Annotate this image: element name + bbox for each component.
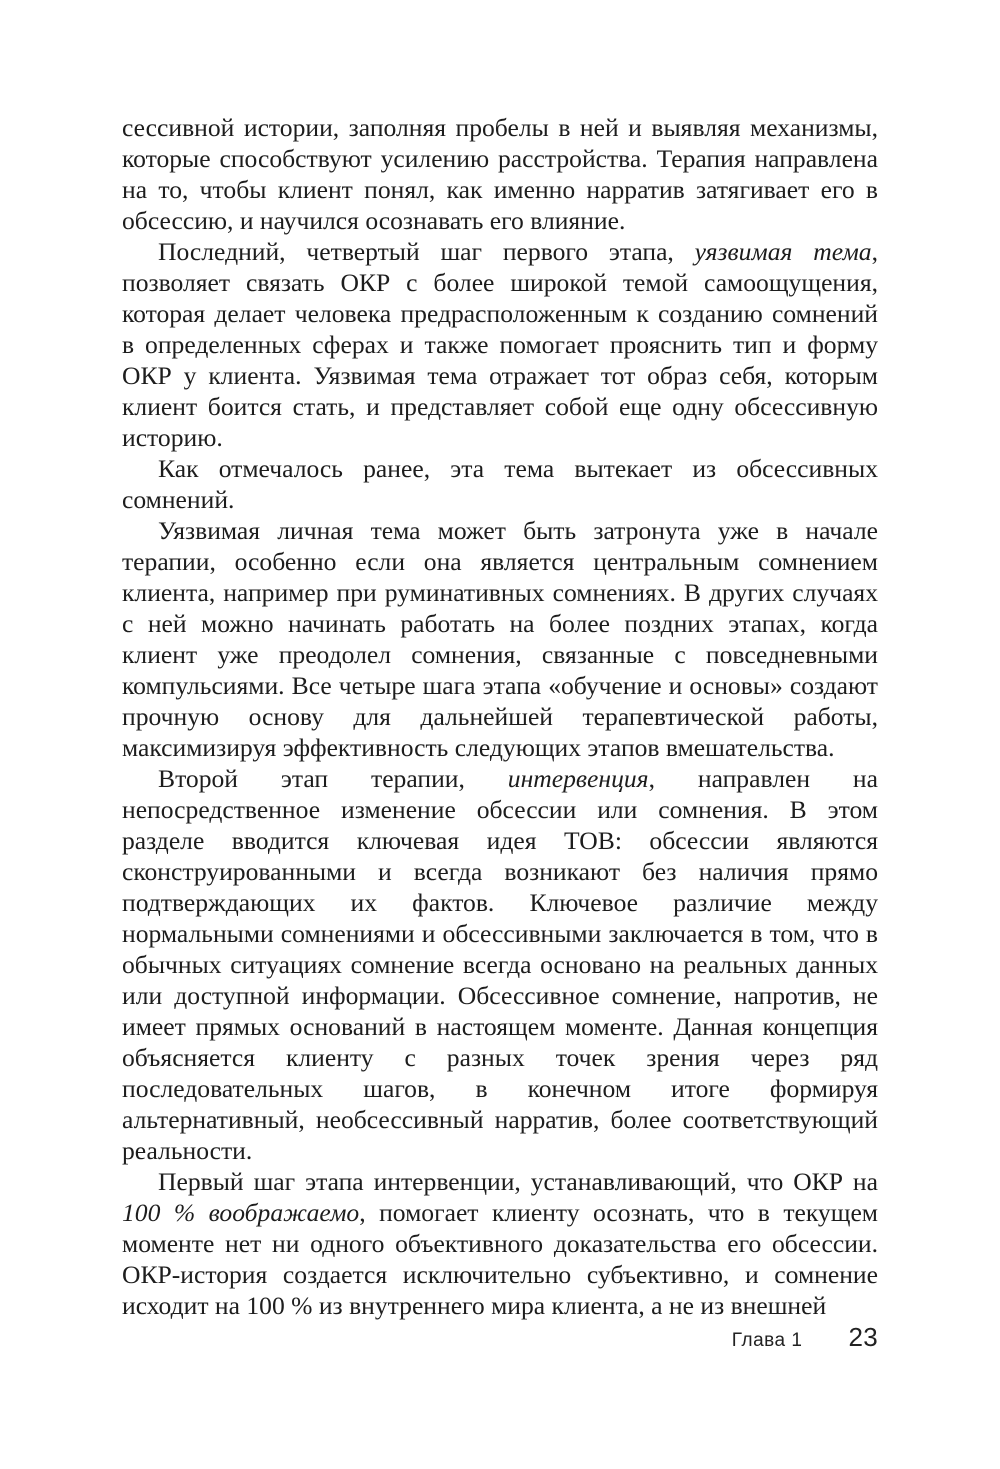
italic-term: уязвимая тема [694,237,872,266]
text-run: , помогает клиенту осознать, что в текущем моменте нет ни одного объективного доказательства его обсессии. ОКР-история создается исключительно субъективно, и сомнение исходит на 100 % из внутреннего мира клиента, а не из внешней [122,1198,878,1320]
paragraph [122,1166,878,1321]
text-run: , позволяет связать ОКР с более широкой темой самоощущения, которая делает человека предрасположенным к созданию сомнений в определенных сферах и также помогает прояснить тип и форму ОКР у клиента. Уязвимая тема отражает тот образ себя, которым клиент боится стать, и представляет собой еще одну обсессивную историю. [122,237,879,452]
page-number: 23 [848,1322,878,1352]
text-run: сессивной истории, заполняя пробелы в ней и выявляя механизмы, которые способствуют усилению расстройства. Терапия направлена на то, чтобы клиент понял, как именно нарратив затягивает его в обсессию, и научился осознавать его влияние. [122,113,878,235]
page-footer [700,1322,878,1362]
chapter-label: Глава 1 [731,1330,803,1351]
italic-term: 100 % воображаемо [122,1198,360,1227]
paragraph [122,112,878,236]
body-text [122,112,878,1321]
text-run: Последний, четвертый шаг первого этапа, [158,237,695,266]
text-run: Как отмечалось ранее, эта тема вытекает из обсессивных сомнений. [122,454,878,514]
text-run: Первый шаг этапа интервенции, устанавливающий, что ОКР на [158,1167,878,1196]
text-run: Уязвимая личная тема может быть затронута уже в начале терапии, особенно если она является центральным сомнением клиента, например при руминативных сомнениях. В других случаях с ней можно начинать работать на более поздних этапах, когда клиент уже преодолел сомнения, связанные с повседневными компульсиями. Все четыре шага этапа «обучение и основы» создают прочную основу для дальнейшей терапевтической работы, максимизируя эффективность следующих этапов вмешательства. [122,516,878,762]
paragraph [122,515,878,763]
paragraph [122,763,878,1166]
text-run: Второй этап терапии, [158,764,508,793]
text-run: , направлен на непосредственное изменение обсессии или сомнения. В этом разделе вводится ключевая идея ТОВ: обсессии являются сконструированными и всегда возникают без наличия прямо подтверждающих их фактов. Ключевое различие между нормальными сомнениями и обсессивными заключается в том, что в обычных ситуациях сомнение всегда основано на реальных данных или доступной информации. Обсессивное сомнение, напротив, не имеет прямых оснований в настоящем моменте. Данная концепция объясняется клиенту с разных точек зрения через ряд последовательных шагов, в конечном итоге формируя альтернативный, необсессивный нарратив, более соответствующий реальности. [122,764,878,1165]
paragraph [122,236,878,453]
italic-term: интервенция [507,764,649,793]
paragraph [122,453,878,515]
